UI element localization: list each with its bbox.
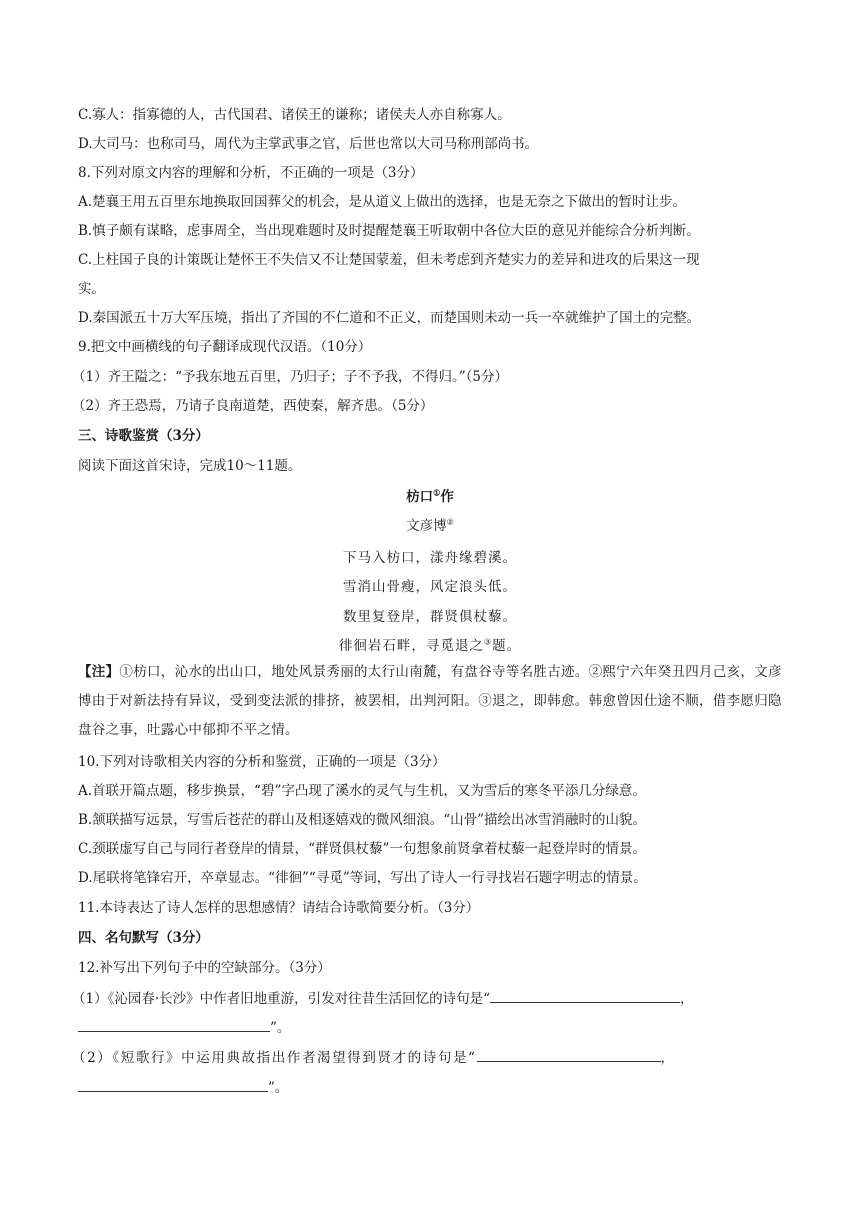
q10-option-b: B.颔联描写远景，写雪后苍茫的群山及相逐嬉戏的微风细浪。“山骨”描绘出冰雪消融时的山貌。: [78, 812, 647, 828]
q12-item-2: （2）《短歌行》中运用典故指出作者渴望得到贤才的诗句是“ ，: [72, 1047, 784, 1068]
q8-option-c-line2: 实。: [78, 281, 105, 297]
q8-option-d: D.秦国派五十万大军压境，指出了齐国的不仁道和不正义，而楚国则未动一兵一卒就维护了国土的完整。: [78, 310, 701, 326]
poem-author: 文彦博②: [406, 517, 454, 534]
q12-item-1: （1）《沁园春·长沙》中作者旧地重游，引发对往昔生活回忆的诗句是“ ，: [72, 988, 784, 1009]
answer-blank[interactable]: [78, 1017, 270, 1032]
q7-option-c: C.寡人：指寡德的人，古代国君、诸侯王的谦称；诸侯夫人亦自称寡人。: [78, 107, 511, 123]
section4-heading: 四、名句默写（3分）: [78, 930, 209, 946]
answer-blank[interactable]: [78, 1077, 268, 1092]
poem-line: 数里复登岸，群贤俱杖藜。: [343, 609, 517, 625]
q12-stem: 12.补写出下列句子中的空缺部分。（3分）: [78, 960, 331, 976]
q8-stem: 8.下列对原文内容的理解和分析，不正确的一项是（3分）: [78, 165, 424, 181]
footnote-marker: ②: [446, 517, 454, 527]
q9-sentence-1: （1）齐王隘之：“予我东地五百里，乃归子；子不予我，不得归。”（5分）: [72, 369, 508, 385]
section3-intro: 阅读下面这首宋诗，完成10～11题。: [78, 458, 302, 474]
q12-item-2-cont: ”。: [78, 1077, 790, 1098]
poem-title: 枋口①作: [406, 487, 454, 505]
answer-blank[interactable]: [477, 1047, 661, 1062]
q9-stem: 9.把文中画横线的句子翻译成现代汉语。（10分）: [78, 339, 372, 355]
footnote-marker: ①: [433, 487, 441, 498]
poem-line: 雪消山骨瘦，风定浪头低。: [343, 579, 517, 595]
q7-option-d: D.大司马：也称司马，周代为主掌武事之官，后世也常以大司马称刑部尚书。: [78, 136, 539, 152]
q10-option-a: A.首联开篇点题，移步换景，“碧”字凸现了溪水的灵气与生机，又为雪后的寒冬平添几分绿意。: [78, 783, 646, 799]
section3-heading: 三、诗歌鉴赏（3分）: [78, 428, 209, 444]
q8-option-b: B.慎子颇有谋略，虑事周全，当出现难题时及时提醒楚襄王听取朝中各位大臣的意见并能综合分析判断。: [78, 223, 700, 239]
q10-option-d: D.尾联将笔锋宕开，卒章显志。“徘徊”“寻觅”等词，写出了诗人一行寻找岩石题字明志的情景。: [78, 870, 647, 886]
poem-notes: [78, 658, 784, 745]
answer-blank[interactable]: [490, 988, 680, 1003]
q8-option-a: A.楚襄王用五百里东地换取回国葬父的机会，是从道义上做出的选择，也是无奈之下做出的暂时让步。: [78, 194, 687, 210]
q9-sentence-2: （2）齐王恐焉，乃请子良南道楚，西使秦，解齐患。（5分）: [72, 398, 434, 414]
footnote-marker: ③: [483, 637, 493, 647]
note-label: 【注】: [78, 664, 120, 680]
q8-option-c-line1: C.上柱国子良的计策既让楚怀王不失信又不让楚国蒙羞，但未考虑到齐楚实力的差异和进攻的后果这一现: [78, 252, 700, 268]
poem-line: 下马入枋口，漾舟缘碧溪。: [343, 550, 517, 566]
q10-option-c: C.颈联虚写自己与同行者登岸的情景，“群贤俱杖藜”一句想象前贤拿着杖藜一起登岸时的情景。: [78, 841, 646, 857]
q10-stem: 10.下列对诗歌相关内容的分析和鉴赏，正确的一项是（3分）: [78, 754, 446, 770]
q11-stem: 11.本诗表达了诗人怎样的思想感情？请结合诗歌简要分析。（3分）: [78, 900, 480, 916]
q12-item-1-cont: ”。: [78, 1017, 790, 1038]
note-text: ①枋口，沁水的出山口，地处风景秀丽的太行山南麓，有盘谷寺等名胜古迹。②熙宁六年癸丑四月己亥，文彦博由于对新法持有异议，受到变法派的排挤，被罢相，出判河阳。③退之，即韩愈。韩愈曾因仕途不顺，借李愿归隐盘谷之事，吐露心中郁抑不平之情。: [78, 664, 782, 738]
poem-line: 徘徊岩石畔，寻觅退之③题。: [338, 637, 522, 654]
